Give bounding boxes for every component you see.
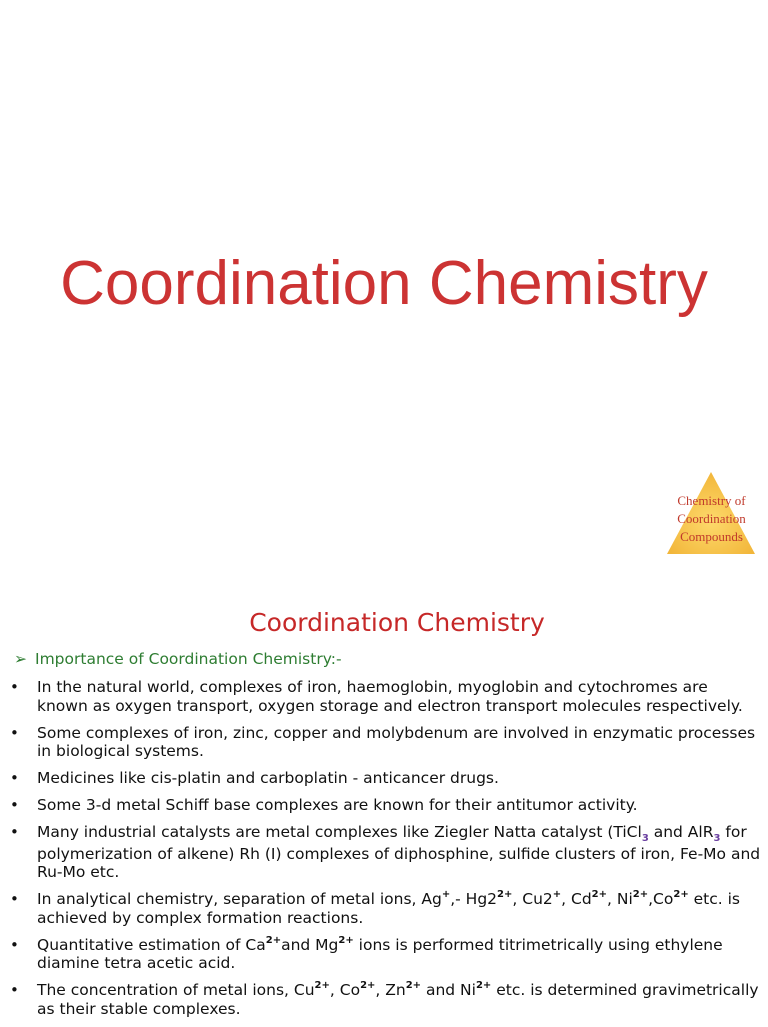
bullet-item: • Many industrial catalysts are metal complexes like Ziegler Natta catalyst (TiCl$_3$ and AlR$_3$ for polymerization of alkene) Rh (I) complexes of diphosphine, sulfide clusters of iron, Fe-Mo and Ru-Mo etc. bbox=[10, 823, 762, 882]
bullet-item: • Medicines like cis-platin and carboplatin - anticancer drugs. bbox=[10, 769, 762, 788]
bullet-item: • In the natural world, complexes of iron, haemoglobin, myoglobin and cytochromes are known as oxygen transport, oxygen storage and electron transport molecules respectively. bbox=[10, 678, 762, 715]
logo-line-2: Coordination bbox=[677, 511, 746, 526]
bullet-item: • Quantitative estimation of $Ca^{2+}and$ $Mg^{2+}$ ions is performed titrimetrically using ethylene diamine tetra acetic acid. bbox=[10, 936, 762, 973]
bullet-item: • Some 3-d metal Schiff base complexes are known for their antitumor activity. bbox=[10, 796, 762, 815]
logo-text bbox=[655, 492, 768, 546]
bullet-item: • Some complexes of iron, zinc, copper and molybdenum are involved in enzymatic processes in biological systems. bbox=[10, 724, 762, 761]
bullet-item: • In analytical chemistry, separation of metal ions, Ag+,- $Hg2^{2+}$, Cu2+, $Cd^{2+}$, $Ni^{2+},Co^{2+}$ etc. is achieved by complex formation reactions. bbox=[10, 890, 762, 927]
logo-line-1: Chemistry of bbox=[677, 493, 746, 508]
arrow-bullet-icon: ➢ bbox=[14, 650, 27, 668]
slide-2-title: Coordination Chemistry bbox=[249, 608, 545, 637]
section-heading-text: Importance of Coordination Chemistry:- bbox=[35, 650, 342, 668]
chemistry-logo bbox=[655, 462, 768, 577]
slide-2 bbox=[0, 590, 768, 1024]
section-heading bbox=[14, 650, 342, 668]
bullet-item: • The concentration of metal ions, $Cu^{2+}$, $Co^{2+}$, $Zn^{2+}$ and $Ni^{2+}$ etc. is determined gravimetrically as their stable complexes. bbox=[10, 981, 762, 1018]
bullet-list bbox=[10, 678, 762, 1027]
slide-1-title: Coordination Chemistry bbox=[60, 249, 708, 318]
logo-line-3: Compounds bbox=[680, 529, 743, 544]
